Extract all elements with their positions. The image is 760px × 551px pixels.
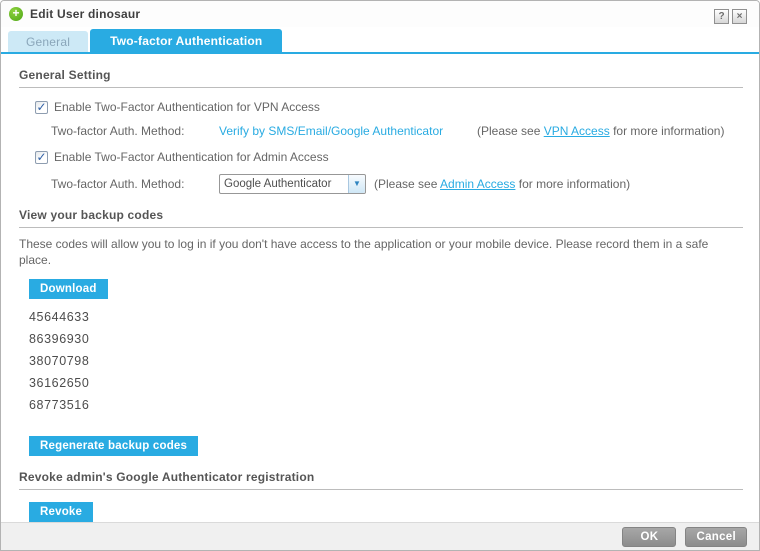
regenerate-backup-codes-button[interactable]: Regenerate backup codes — [29, 436, 198, 456]
revoke-heading: Revoke admin's Google Authenticator registration — [19, 470, 743, 490]
backup-codes-description: These codes will allow you to log in if you don't have access to the application or your mobile device. Please record them in a safe place. — [19, 237, 709, 268]
admin-method-select-value: Google Authenticator — [224, 178, 332, 190]
admin-method-note — [374, 177, 630, 191]
vpn-2fa-checkbox[interactable]: ✓ — [36, 99, 47, 114]
admin-access-link[interactable]: Admin Access — [440, 177, 516, 191]
revoke-button[interactable]: Revoke — [29, 502, 93, 522]
admin-method-row — [51, 174, 743, 194]
vpn-method-row — [51, 124, 743, 138]
admin-2fa-checkbox[interactable]: ✓ — [36, 149, 47, 164]
tab-bar — [1, 27, 759, 54]
chevron-down-icon: ▼ — [348, 175, 365, 193]
close-button[interactable]: × — [732, 9, 747, 24]
vpn-2fa-row — [35, 100, 743, 114]
backup-code: 38070798 — [29, 354, 90, 369]
backup-code: 36162650 — [29, 376, 90, 391]
dialog-title: Edit User dinosaur — [30, 7, 141, 21]
title-bar — [1, 1, 759, 27]
backup-codes-list — [29, 306, 743, 416]
backup-code: 86396930 — [29, 332, 90, 347]
dialog-content — [1, 54, 759, 522]
vpn-method-label: Two-factor Auth. Method: — [51, 124, 185, 138]
vpn-note-prefix: (Please see — [477, 124, 544, 138]
vpn-note-suffix: for more information) — [609, 124, 725, 138]
admin-note-suffix: for more information) — [515, 177, 631, 191]
ok-button[interactable]: OK — [622, 527, 676, 547]
backup-code: 68773516 — [29, 398, 90, 413]
admin-note-prefix: (Please see — [374, 177, 441, 191]
vpn-method-note — [477, 124, 724, 138]
admin-method-label: Two-factor Auth. Method: — [51, 177, 185, 191]
download-button[interactable]: Download — [29, 279, 108, 299]
cancel-button[interactable]: Cancel — [685, 527, 747, 547]
tab-general[interactable]: General — [8, 31, 88, 52]
backup-code: 45644633 — [29, 310, 90, 325]
add-user-icon: + — [9, 7, 23, 21]
vpn-access-link[interactable]: VPN Access — [543, 124, 610, 138]
admin-2fa-row — [35, 150, 743, 164]
vpn-method-value: Verify by SMS/Email/Google Authenticator — [219, 124, 444, 138]
general-setting-heading: General Setting — [19, 68, 743, 88]
vpn-2fa-checkbox-label: Enable Two-Factor Authentication for VPN Access — [54, 100, 320, 114]
help-button[interactable]: ? — [714, 9, 729, 24]
tab-two-factor-authentication[interactable]: Two-factor Authentication — [90, 29, 282, 52]
backup-codes-heading: View your backup codes — [19, 208, 743, 228]
footer-bar — [1, 522, 759, 550]
admin-2fa-checkbox-label: Enable Two-Factor Authentication for Admin Access — [54, 150, 329, 164]
admin-method-select[interactable] — [219, 174, 366, 194]
